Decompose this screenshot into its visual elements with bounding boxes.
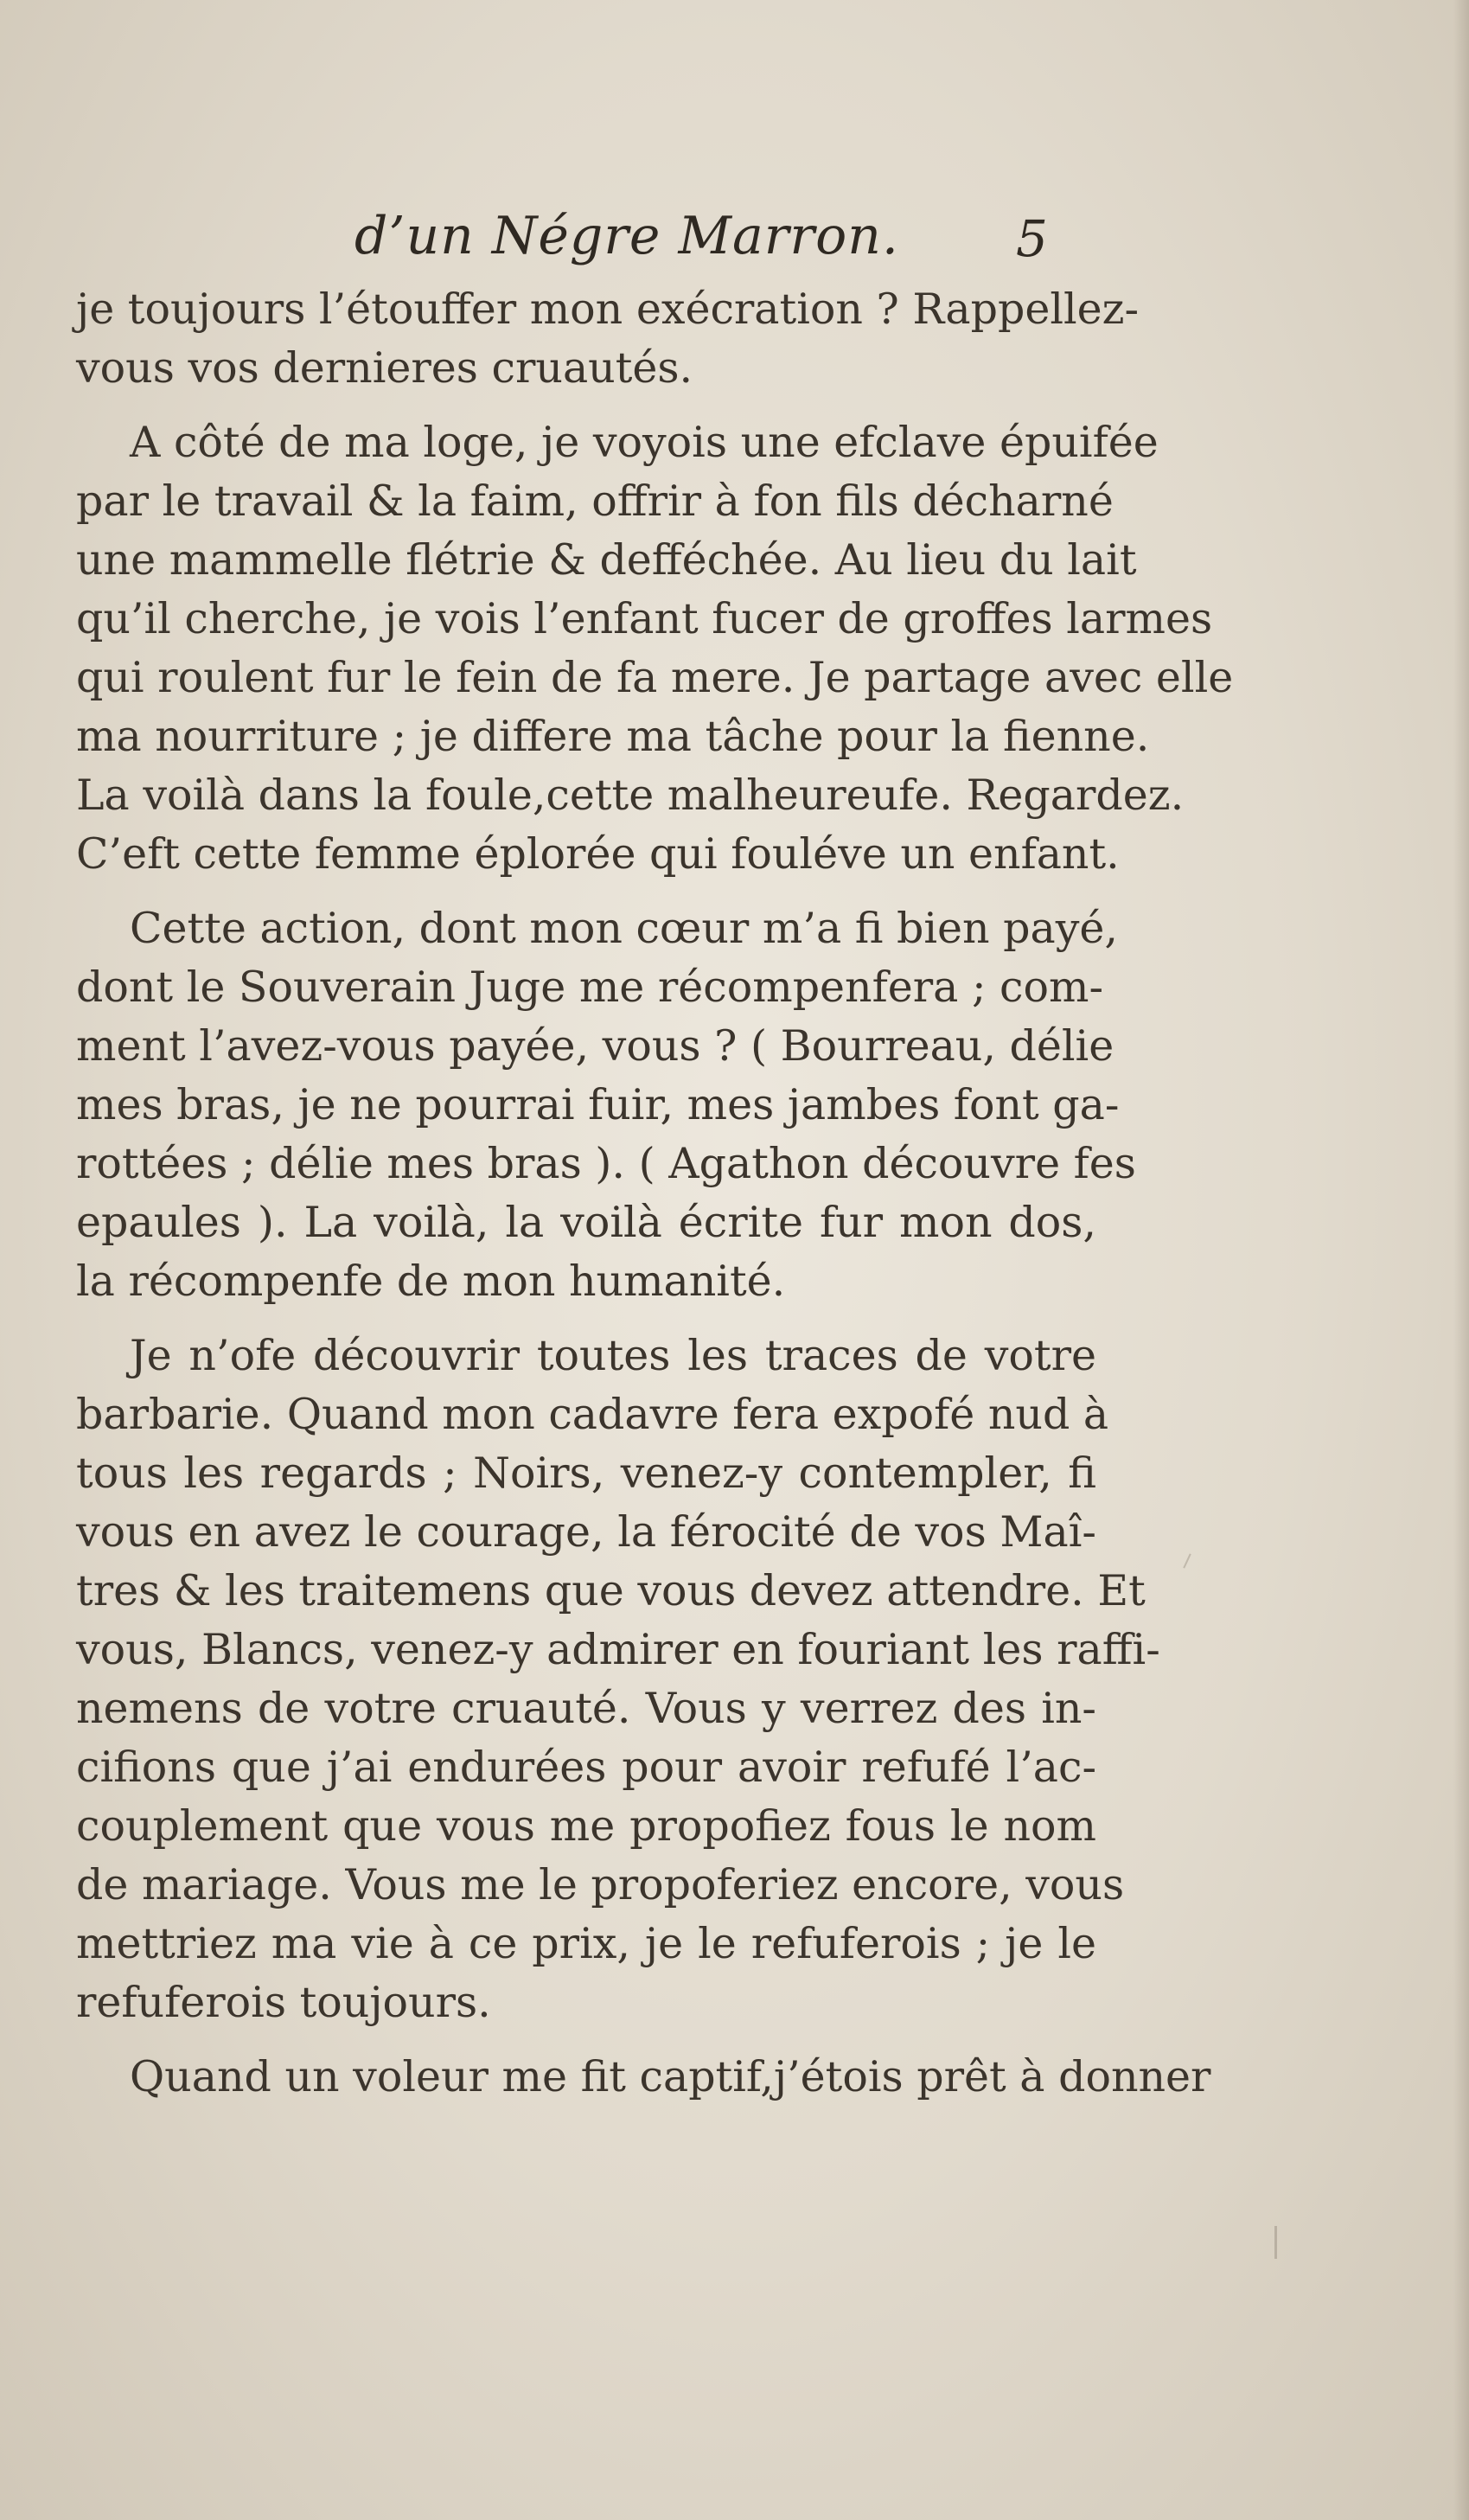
text-line: vous en avez le courage, la férocité de vos Maî- xyxy=(76,1507,1096,1557)
text-line: la récompenfe de mon humanité. xyxy=(76,1257,786,1306)
text-line: refuferois toujours. xyxy=(76,1978,491,2027)
text-line: par le travail & la faim, offrir à fon fils décharné xyxy=(76,476,1114,526)
text-line: rottées ; délie mes bras ). ( Agathon découvre fes xyxy=(76,1139,1136,1188)
paragraph xyxy=(76,899,1136,1311)
text-line: cifions que j’ai endurées pour avoir refufé l’ac- xyxy=(76,1743,1096,1792)
paragraph xyxy=(76,2048,1211,2107)
text-line: couplement que vous me propofiez fous le nom xyxy=(76,1801,1096,1851)
text-line: epaules ). La voilà, la voilà écrite fur mon dos, xyxy=(76,1198,1096,1247)
running-header xyxy=(0,206,1469,275)
text-line: de mariage. Vous me le propoferiez encore, vous xyxy=(76,1860,1125,1909)
body-text xyxy=(76,280,1234,2122)
text-line: La voilà dans la foule,cette malheureufe. Regardez. xyxy=(76,771,1185,820)
text-line: qu’il cherche, je vois l’enfant fucer de groffes larmes xyxy=(76,594,1213,643)
text-line: A côté de ma loge, je voyois une efclave épuifée xyxy=(130,418,1159,467)
text-line: Quand un voleur me fit captif,j’étois prêt à donner xyxy=(130,2052,1211,2101)
text-line: vous, Blancs, venez-y admirer en fouriant les raffi- xyxy=(76,1625,1160,1674)
text-line: qui roulent fur le fein de fa mere. Je partage avec elle xyxy=(76,653,1234,702)
text-line: vous vos dernieres cruautés. xyxy=(76,343,693,393)
text-line: nemens de votre cruauté. Vous y verrez des in- xyxy=(76,1684,1096,1733)
text-line: ma nourriture ; je differe ma tâche pour la fienne. xyxy=(76,712,1150,761)
paper-speck xyxy=(1274,2226,1277,2259)
running-title: d’un Négre Marron. xyxy=(354,206,899,266)
text-line: mes bras, je ne pourrai fuir, mes jambes font ga- xyxy=(76,1080,1120,1129)
text-line: une mammelle flétrie & defféchée. Au lieu du lait xyxy=(76,535,1137,585)
text-line: barbarie. Quand mon cadavre fera expofé nud à xyxy=(76,1390,1109,1439)
text-line: tres & les traitemens que vous devez attendre. Et xyxy=(76,1566,1146,1615)
text-line: tous les regards ; Noirs, venez-y contempler, fi xyxy=(76,1449,1096,1498)
paragraph xyxy=(76,413,1234,884)
text-line: Cette action, dont mon cœur m’a fi bien payé, xyxy=(130,904,1119,953)
page-number: 5 xyxy=(1016,209,1048,268)
paragraph xyxy=(76,280,1140,398)
text-line: mettriez ma vie à ce prix, je le refuferois ; je le xyxy=(76,1919,1096,1968)
page-edge-shadow xyxy=(1453,0,1469,2520)
text-line: je toujours l’étouffer mon exécration ? Rappellez- xyxy=(76,285,1140,334)
paper-speck xyxy=(1183,1553,1191,1568)
text-line: dont le Souverain Juge me récompenfera ; com- xyxy=(76,963,1104,1012)
paragraph xyxy=(76,1327,1160,2032)
text-line: Je n’ofe découvrir toutes les traces de votre xyxy=(130,1331,1096,1380)
text-line: ment l’avez-vous payée, vous ? ( Bourreau, délie xyxy=(76,1021,1115,1071)
text-line: C’eft cette femme éplorée qui fouléve un enfant. xyxy=(76,829,1120,879)
